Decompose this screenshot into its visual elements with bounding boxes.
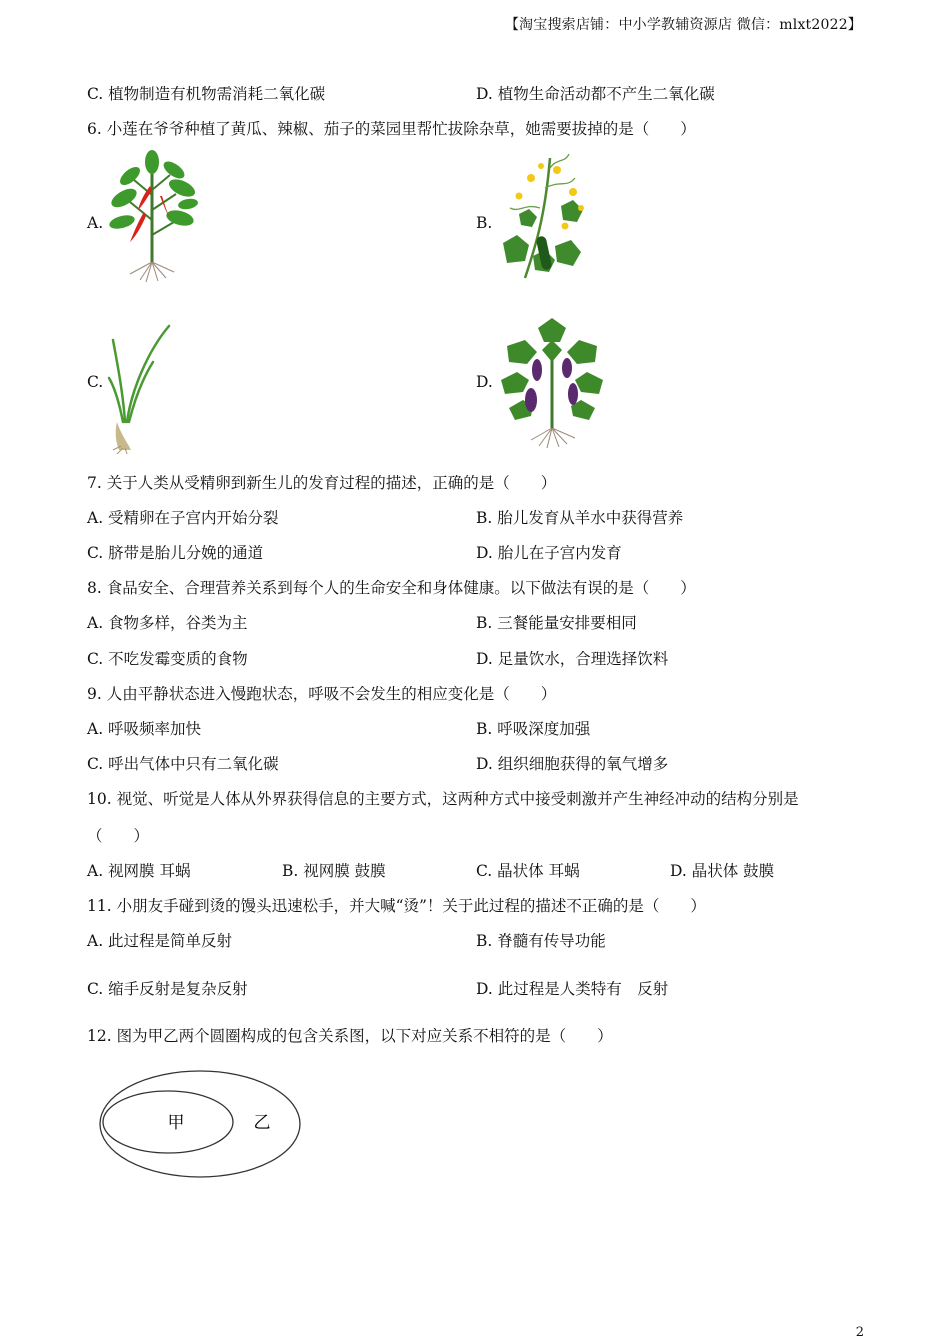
q8-option-c: C. 不吃发霉变质的食物	[87, 650, 248, 668]
q7-option-d: D. 胎儿在子宫内发育	[476, 544, 622, 562]
q5-option-c: C. 植物制造有机物需消耗二氧化碳	[87, 85, 326, 103]
eggplant-plant-image	[495, 310, 610, 450]
q8-option-a: A. 食物多样，谷类为主	[87, 614, 248, 632]
q6-option-c-label: C.	[87, 373, 104, 391]
page-number: 2	[855, 1325, 864, 1340]
page-header: 【淘宝搜索店铺：中小学教辅资源店 微信：mlxt2022】	[504, 17, 862, 33]
q8-option-d: D. 足量饮水，合理选择饮料	[476, 650, 669, 668]
q10-stem: 10. 视觉、听觉是人体从外界获得信息的主要方式，这两种方式中接受刺激并产生神经冲动的结构分别是	[87, 790, 799, 808]
q9-option-a: A. 呼吸频率加快	[87, 720, 202, 738]
q10-option-b: B. 视网膜 鼓膜	[282, 862, 386, 880]
cucumber-plant-image	[495, 148, 595, 283]
q11-option-d: D. 此过程是人类特有 反射	[476, 980, 669, 998]
q7-stem: 7. 关于人类从受精卵到新生儿的发育过程的描述，正确的是（ ）	[87, 474, 557, 492]
q6-option-a-label: A.	[87, 214, 104, 232]
q9-option-b: B. 呼吸深度加强	[476, 720, 591, 738]
pepper-plant-image	[100, 150, 205, 285]
q9-option-c: C. 呼出气体中只有二氧化碳	[87, 755, 279, 773]
q6-option-d-label: D.	[476, 373, 493, 391]
q9-option-d: D. 组织细胞获得的氧气增多	[476, 755, 669, 773]
grass-weed-image	[105, 322, 175, 454]
q10-option-a: A. 视网膜 耳蜗	[87, 862, 191, 880]
q7-option-b: B. 胎儿发育从羊水中获得营养	[476, 509, 684, 527]
venn-inclusion-diagram	[96, 1066, 306, 1182]
q11-option-a: A. 此过程是简单反射	[87, 932, 233, 950]
q11-stem: 11. 小朋友手碰到烫的馒头迅速松手，并大喊“烫”！关于此过程的描述不正确的是（ ）	[87, 897, 706, 915]
q6-option-b-label: B.	[476, 214, 493, 232]
q10-option-c: C. 晶状体 耳蜗	[476, 862, 580, 880]
q7-option-c: C. 脐带是胎儿分娩的通道	[87, 544, 264, 562]
q9-stem: 9. 人由平静状态进入慢跑状态，呼吸不会发生的相应变化是（ ）	[87, 685, 557, 703]
q11-option-c: C. 缩手反射是复杂反射	[87, 980, 248, 998]
q10-option-d: D. 晶状体 鼓膜	[670, 862, 775, 880]
q8-option-b: B. 三餐能量安排要相同	[476, 614, 637, 632]
q8-stem: 8. 食品安全、合理营养关系到每个人的生命安全和身体健康。以下做法有误的是（ ）	[87, 579, 696, 597]
q12-stem: 12. 图为甲乙两个圆圈构成的包含关系图，以下对应关系不相符的是（ ）	[87, 1027, 613, 1045]
q7-option-a: A. 受精卵在子宫内开始分裂	[87, 509, 279, 527]
q5-option-d: D. 植物生命活动都不产生二氧化碳	[476, 85, 715, 103]
q10-stem-bracket: （ ）	[87, 827, 150, 845]
q6-stem: 6. 小莲在爷爷种植了黄瓜、辣椒、茄子的菜园里帮忙拔除杂草，她需要拔掉的是（ ）	[87, 120, 696, 138]
outer-circle-label: 乙	[253, 1113, 271, 1133]
q11-option-b: B. 脊髓有传导功能	[476, 932, 606, 950]
inner-circle-label: 甲	[167, 1113, 185, 1133]
